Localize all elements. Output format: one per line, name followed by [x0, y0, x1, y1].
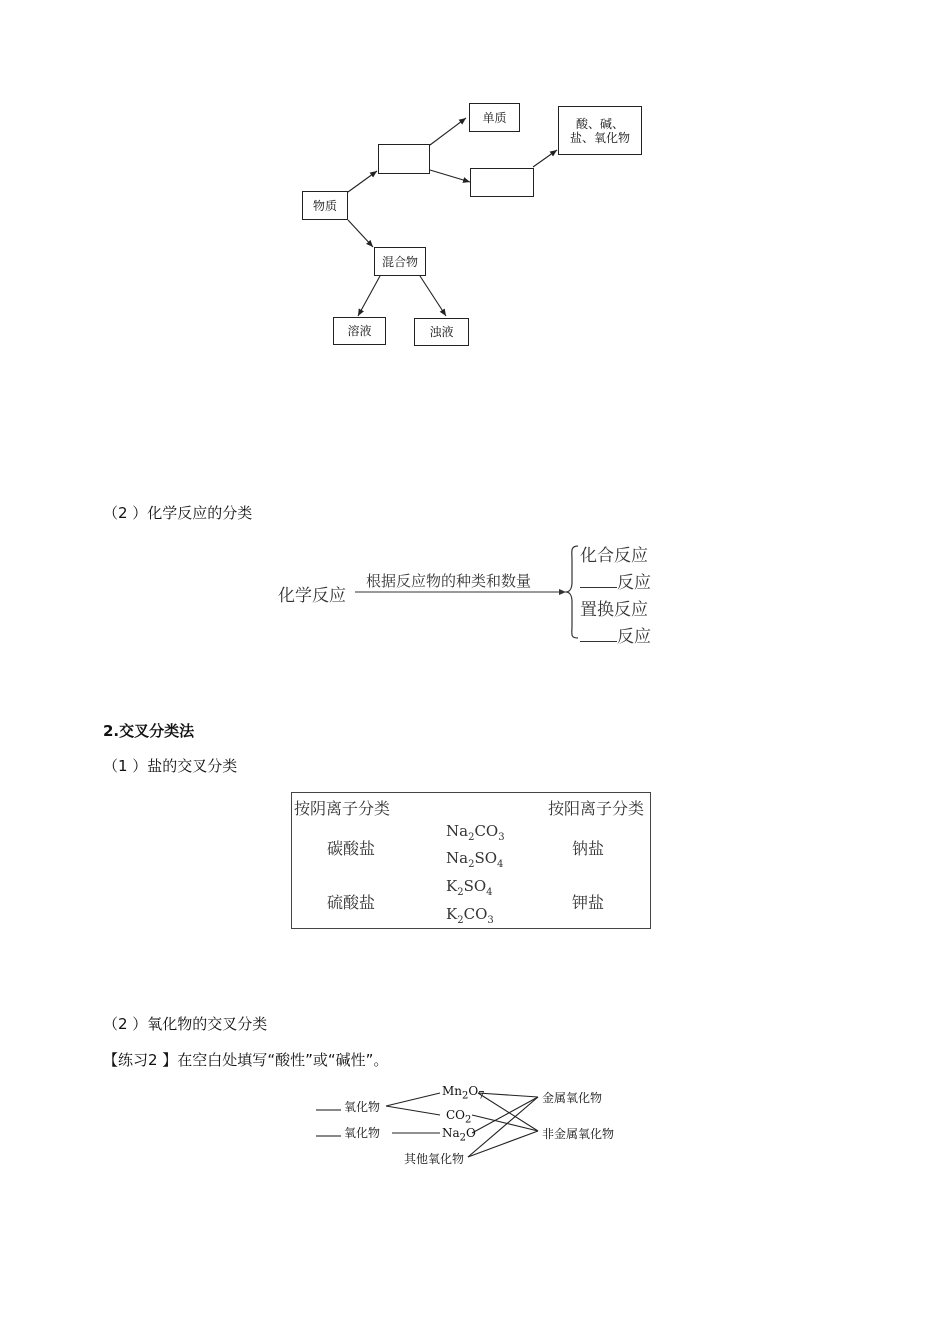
formula-na2so4: $Na_2SO_4$	[446, 849, 504, 870]
table-header-cation: 按阳离子分类	[548, 799, 645, 818]
table-anion-carbonate: 碳酸盐	[327, 839, 376, 858]
reaction-type-suffix-1: 反应	[617, 573, 651, 593]
exercise-2-prompt: 【练习2 】在空白处填写“酸性”或“碱性”。	[103, 1051, 389, 1069]
reaction-heading: （2 ）化学反应的分类	[103, 504, 253, 522]
salt-cross-heading: （1 ）盐的交叉分类	[103, 757, 238, 775]
cross-classification-heading: 2.交叉分类法	[103, 722, 195, 740]
reaction-type-suffix-2: 反应	[617, 627, 651, 647]
formula-co2: $CO_2$	[446, 1108, 472, 1126]
tree-element-box: 单质	[469, 103, 520, 132]
tree-turbid-box: 浊液	[414, 318, 469, 346]
tree-compound-children-text: 酸、碱、盐、氧化物	[569, 116, 630, 145]
formula-k2co3: $K_2CO_3$	[446, 905, 494, 926]
table-cation-potassium: 钾盐	[572, 893, 605, 912]
oxide-nonmetal: 非金属氧化物	[542, 1127, 615, 1141]
oxide-left-1: 氧化物	[344, 1100, 381, 1114]
formula-mn2o7: $Mn_2O_7$	[442, 1084, 485, 1102]
table-header-anion: 按阴离子分类	[294, 799, 391, 818]
tree-mixture-box: 混合物	[374, 247, 426, 276]
oxide-cross-heading: （2 ）氧化物的交叉分类	[103, 1015, 268, 1033]
oxide-other: 其他氧化物	[404, 1152, 465, 1166]
formula-na2co3: $Na_2CO_3$	[446, 822, 505, 843]
formula-na2o: $Na_2O$	[442, 1126, 476, 1144]
oxide-left-2: 氧化物	[344, 1126, 381, 1140]
oxide-metal: 金属氧化物	[542, 1091, 603, 1105]
reaction-root: 化学反应	[278, 586, 346, 606]
reaction-type-combination: 化合反应	[580, 546, 648, 566]
table-cation-sodium: 钠盐	[572, 839, 605, 858]
tree-root-box: 物质	[302, 191, 348, 220]
reaction-type-displacement: 置换反应	[580, 600, 648, 620]
tree-solution-box: 溶液	[333, 317, 386, 345]
formula-k2so4: $K_2SO_4$	[446, 877, 493, 898]
table-anion-sulfate: 硫酸盐	[327, 893, 376, 912]
reaction-basis: 根据反应物的种类和数量	[366, 572, 532, 590]
